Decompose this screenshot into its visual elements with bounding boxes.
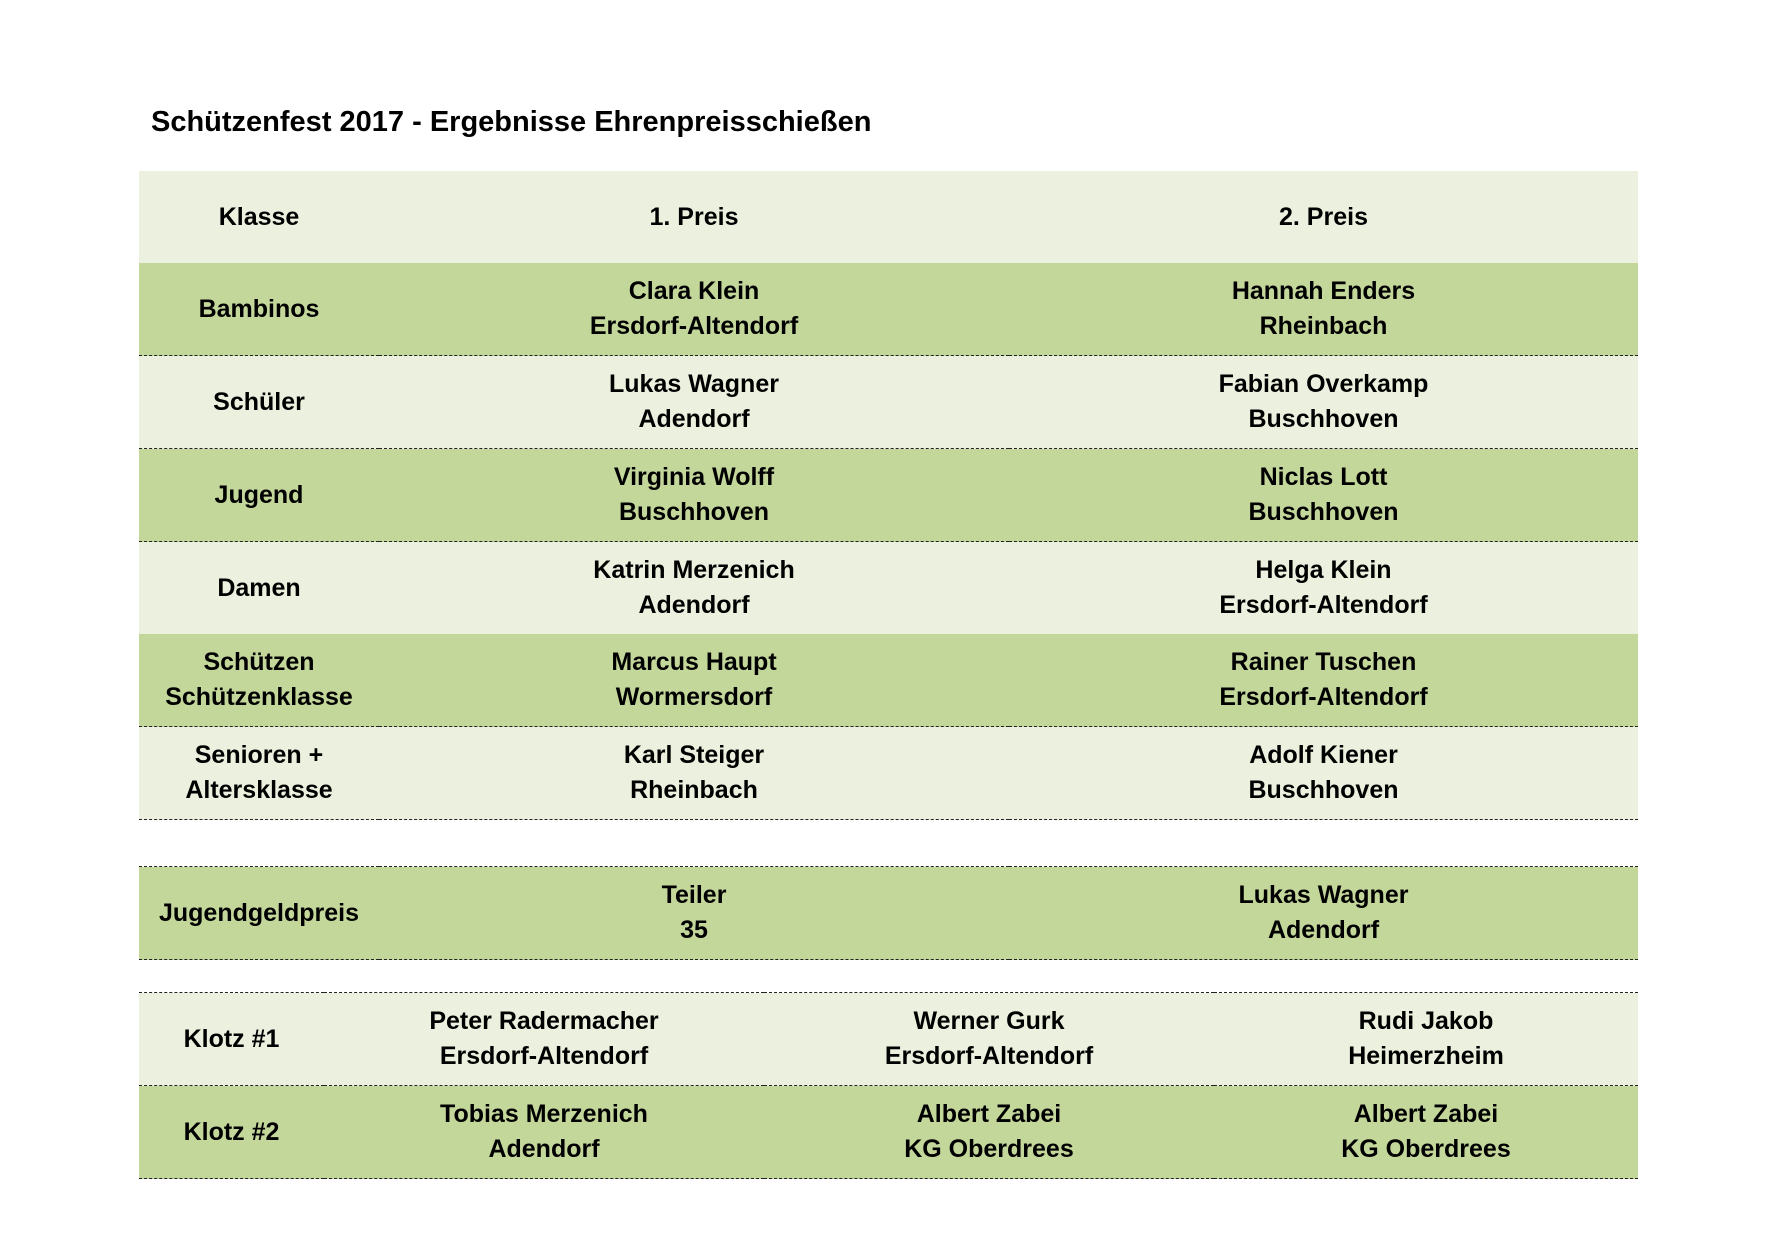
page-title: Schützenfest 2017 - Ergebnisse Ehrenpreisschießen bbox=[151, 106, 872, 138]
first-prize: Karl Steiger Rheinbach bbox=[379, 727, 1009, 820]
header-preis-2: 2. Preis bbox=[1279, 202, 1368, 231]
jugendgeldpreis-winner: Lukas Wagner Adendorf bbox=[1009, 867, 1638, 960]
header-preis-1: 1. Preis bbox=[649, 202, 739, 231]
first-prize: Virginia Wolff Buschhoven bbox=[379, 449, 1009, 542]
class-name: Jugend bbox=[139, 449, 379, 542]
table-row bbox=[139, 542, 1638, 635]
header-row bbox=[139, 171, 1638, 263]
second-prize: Niclas Lott Buschhoven bbox=[1009, 449, 1638, 542]
class-name: Schüler bbox=[139, 356, 379, 449]
table-row bbox=[139, 867, 1638, 960]
table-row bbox=[139, 727, 1638, 820]
klotz-place-2: Albert Zabei KG Oberdrees bbox=[764, 1086, 1214, 1179]
jugendgeldpreis-table bbox=[139, 866, 1638, 960]
class-name: Damen bbox=[217, 573, 301, 602]
klotz-place-2: Werner Gurk Ersdorf-Altendorf bbox=[764, 993, 1214, 1086]
class-name: Bambinos bbox=[139, 263, 379, 356]
table-row bbox=[139, 993, 1638, 1086]
class-name: Schützen Schützenklasse bbox=[139, 634, 379, 727]
klotz-table bbox=[139, 992, 1638, 1179]
klotz-place-1: Tobias Merzenich Adendorf bbox=[324, 1086, 764, 1179]
first-prize: Marcus Haupt Wormersdorf bbox=[379, 634, 1009, 727]
klotz-place-3: Rudi Jakob Heimerzheim bbox=[1214, 993, 1638, 1086]
second-prize: Rainer Tuschen Ersdorf-Altendorf bbox=[1009, 634, 1638, 727]
first-prize: Lukas Wagner Adendorf bbox=[379, 356, 1009, 449]
table-row bbox=[139, 356, 1638, 449]
class-name: Senioren + Altersklasse bbox=[139, 727, 379, 820]
results-table bbox=[139, 171, 1638, 820]
table-row bbox=[139, 449, 1638, 542]
second-prize: Hannah Enders Rheinbach bbox=[1009, 263, 1638, 356]
klotz-label: Klotz #2 bbox=[139, 1086, 324, 1179]
first-prize: Katrin Merzenich Adendorf bbox=[593, 556, 795, 619]
header-klasse: Klasse bbox=[218, 202, 300, 231]
klotz-place-3: Albert Zabei KG Oberdrees bbox=[1214, 1086, 1638, 1179]
jugendgeldpreis-label: Jugendgeldpreis bbox=[139, 867, 379, 960]
klotz-label: Klotz #1 bbox=[139, 993, 324, 1086]
table-row bbox=[139, 634, 1638, 727]
table-row bbox=[139, 1086, 1638, 1179]
table-row bbox=[139, 263, 1638, 356]
second-prize: Fabian Overkamp Buschhoven bbox=[1009, 356, 1638, 449]
klotz-place-1: Peter Radermacher Ersdorf-Altendorf bbox=[324, 993, 764, 1086]
second-prize: Helga Klein Ersdorf-Altendorf bbox=[1219, 556, 1428, 619]
second-prize: Adolf Kiener Buschhoven bbox=[1009, 727, 1638, 820]
teiler-value: Teiler 35 bbox=[379, 867, 1009, 960]
first-prize: Clara Klein Ersdorf-Altendorf bbox=[379, 263, 1009, 356]
